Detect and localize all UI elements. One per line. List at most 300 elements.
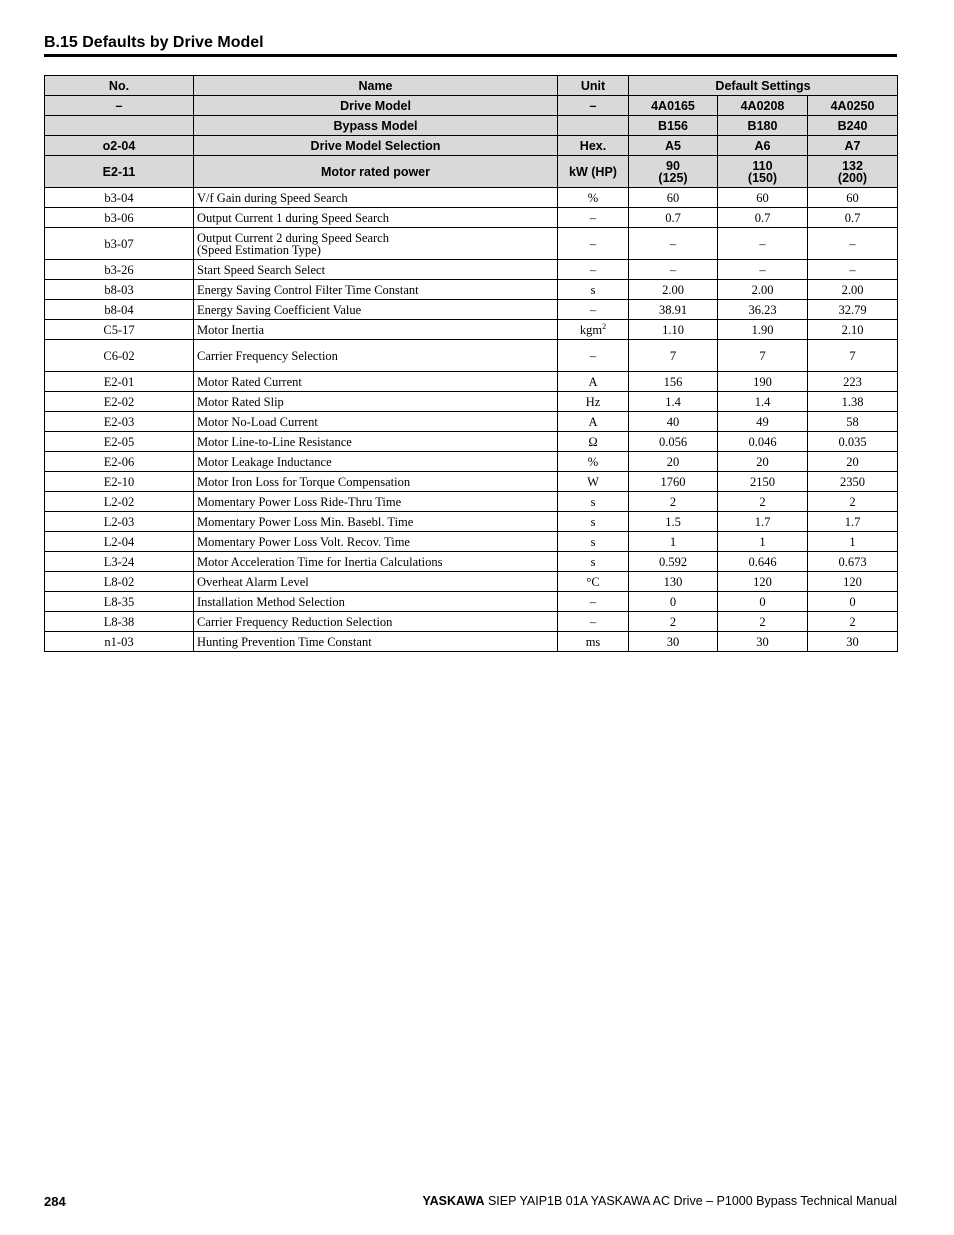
param-number-cell [45,632,194,652]
unit-cell [558,592,629,612]
param-name-cell [194,472,558,492]
unit-text: s [590,494,596,509]
param-number-text: L2-04 [103,534,135,549]
value-4A0250-text: 120 [843,574,862,589]
value-4A0250-cell [808,572,898,592]
value-4A0250-text: – [849,236,856,251]
value-4A0208-cell [718,592,808,612]
value-4A0208-text: 0.046 [748,434,777,449]
title-rule [44,54,897,57]
header-cell: E2-11 [45,156,194,188]
param-name-text: Overheat Alarm Level [197,574,309,589]
param-name-cell [194,592,558,612]
param-name-text: Energy Saving Control Filter Time Constant [197,282,419,297]
value-4A0165-text: 1.5 [665,514,681,529]
unit-cell [558,340,629,372]
table-row [45,432,898,452]
param-name-text: V/f Gain during Speed Search [197,190,348,205]
value-4A0165-text: 156 [663,374,683,389]
value-4A0250-text: 0.673 [838,554,867,569]
param-name-text: Motor Inertia [197,322,264,337]
page-number: 284 [44,1194,66,1209]
unit-text: % [587,454,599,469]
header-cell: Unit [558,76,629,96]
param-name-text: Carrier Frequency Reduction Selection [197,614,393,629]
param-number-text: b3-04 [104,190,134,205]
value-4A0165-cell [629,612,718,632]
param-number-text: L2-03 [103,514,135,529]
value-4A0165-cell [629,512,718,532]
unit-text: s [590,534,596,549]
value-4A0208-cell [718,612,808,632]
header-cell: No. [45,76,194,96]
value-4A0250-cell [808,452,898,472]
value-4A0208-text: 2.00 [751,282,774,297]
value-4A0208-text: 60 [756,190,769,205]
unit-text: °C [586,574,600,589]
table-row [45,592,898,612]
value-4A0165-cell [629,228,718,260]
header-row [45,156,898,188]
value-4A0250-text: 30 [846,634,859,649]
param-number-text: E2-06 [103,454,135,469]
header-cell: Drive Model Selection [194,136,558,156]
unit-text: W [587,474,599,489]
value-4A0208-cell [718,492,808,512]
unit-cell [558,532,629,552]
param-name-cell [194,280,558,300]
value-4A0165-cell [629,372,718,392]
value-4A0208-cell [718,452,808,472]
header-cell: A7 [808,136,898,156]
param-name-cell [194,228,558,260]
header-cell: o2-04 [45,136,194,156]
value-4A0250-cell [808,208,898,228]
value-4A0165-text: 60 [666,190,680,205]
param-name-cell [194,432,558,452]
unit-cell [558,452,629,472]
value-4A0165-cell [629,572,718,592]
header-cell: kW (HP) [558,156,629,188]
value-4A0208-cell [718,512,808,532]
param-name-text: Output Current 1 during Speed Search [197,210,389,225]
value-4A0250-cell [808,412,898,432]
value-4A0165-text: 2 [669,494,677,509]
param-number-text: b3-06 [104,210,134,225]
unit-cell [558,412,629,432]
value-4A0208-text: – [759,262,766,277]
value-4A0165-cell [629,432,718,452]
param-number-cell [45,472,194,492]
param-number-cell [45,320,194,340]
unit-cell [558,208,629,228]
value-4A0208-cell [718,552,808,572]
param-number-text: C6-02 [103,348,135,363]
header-cell: 132 (200) [808,156,898,188]
value-4A0165-cell [629,320,718,340]
unit-text: s [590,514,596,529]
value-4A0165-text: 30 [666,634,680,649]
value-4A0250-cell [808,300,898,320]
table-row [45,340,898,372]
param-name-cell [194,532,558,552]
value-4A0208-text: 2 [759,494,766,509]
header-cell: A6 [718,136,808,156]
param-name-cell [194,452,558,472]
param-number-text: L8-35 [103,594,135,609]
section-title: B.15 Defaults by Drive Model [44,34,264,51]
value-4A0208-text: 2 [759,614,766,629]
unit-cell [558,228,629,260]
value-4A0208-text: 20 [756,454,769,469]
value-4A0208-cell [718,188,808,208]
param-name-cell [194,512,558,532]
value-4A0208-text: 190 [753,374,772,389]
unit-cell [558,300,629,320]
param-number-cell [45,208,194,228]
value-4A0250-text: 1.7 [844,514,861,529]
unit-text: Hz [585,394,601,409]
value-4A0165-cell [629,340,718,372]
value-4A0165-cell [629,532,718,552]
value-4A0250-cell [808,228,898,260]
unit-cell [558,492,629,512]
header-cell: B180 [718,116,808,136]
unit-text: s [590,554,596,569]
value-4A0250-text: 0.7 [844,210,861,225]
unit-text: – [589,594,597,609]
value-4A0250-cell [808,260,898,280]
table-row [45,532,898,552]
value-4A0250-text: 223 [843,374,862,389]
value-4A0208-cell [718,432,808,452]
unit-text: A [588,374,598,389]
unit-cell [558,572,629,592]
param-number-text: C5-17 [103,322,135,337]
footer-doc-name: SIEP YAIP1B 01A YASKAWA AC Drive – P1000 Bypass Technical Manual [484,1194,897,1208]
param-name-text: Momentary Power Loss Ride-Thru Time [197,494,402,509]
param-name-cell [194,572,558,592]
param-number-cell [45,492,194,512]
value-4A0250-cell [808,472,898,492]
value-4A0165-cell [629,208,718,228]
value-4A0208-text: 120 [753,574,772,589]
unit-text: A [588,414,598,429]
param-number-cell [45,572,194,592]
table-row [45,632,898,652]
value-4A0250-text: 1.38 [841,394,864,409]
param-number-cell [45,452,194,472]
value-4A0165-text: – [669,262,677,277]
param-name-cell [194,372,558,392]
param-name-text: Motor Leakage Inductance [197,454,332,469]
value-4A0250-cell [808,340,898,372]
param-name-text: Start Speed Search Select [197,262,326,277]
param-number-cell [45,412,194,432]
value-4A0250-text: 60 [846,190,859,205]
value-4A0165-text: 1.10 [662,322,684,337]
param-number-text: b3-26 [104,262,134,277]
value-4A0165-text: 2 [669,614,677,629]
header-row [45,96,898,116]
value-4A0165-cell [629,492,718,512]
param-name-text: Motor Rated Current [197,374,302,389]
param-name-text: Carrier Frequency Selection [197,348,338,363]
value-4A0250-text: 7 [849,348,856,363]
value-4A0250-cell [808,632,898,652]
value-4A0165-cell [629,592,718,612]
param-number-text: E2-05 [103,434,135,449]
header-cell: 110 (150) [718,156,808,188]
header-cell: B240 [808,116,898,136]
param-name-text: Momentary Power Loss Min. Basebl. Time [197,514,414,529]
unit-text: – [589,302,597,317]
unit-text: – [589,348,597,363]
param-number-text: E2-03 [103,414,135,429]
param-number-text: E2-02 [103,394,135,409]
unit-text: – [589,262,597,277]
value-4A0250-cell [808,592,898,612]
param-name-text: Motor Acceleration Time for Inertia Calculations [197,554,443,569]
table-row [45,492,898,512]
value-4A0208-cell [718,572,808,592]
value-4A0165-text: – [669,236,677,251]
header-cell: 4A0165 [629,96,718,116]
param-name-text: Motor Line-to-Line Resistance [197,434,352,449]
param-name-cell [194,492,558,512]
table-row [45,372,898,392]
header-cell: Default Settings [629,76,898,96]
param-number-cell [45,228,194,260]
value-4A0250-cell [808,392,898,412]
table-row [45,320,898,340]
value-4A0250-text: 2.10 [841,322,864,337]
value-4A0208-text: 0.7 [754,210,771,225]
unit-text: – [589,210,597,225]
unit-text: – [589,614,597,629]
param-number-text: L3-24 [103,554,135,569]
value-4A0208-cell [718,320,808,340]
unit-text: Ω [588,434,598,449]
table-row [45,280,898,300]
defaults-table [44,75,898,652]
param-number-cell [45,612,194,632]
footer-brand: YASKAWA [422,1194,485,1208]
unit-cell [558,392,629,412]
param-number-text: L2-02 [103,494,135,509]
table-row [45,260,898,280]
value-4A0165-text: 20 [666,454,680,469]
footer-doc-title [422,1194,897,1208]
value-4A0250-text: 2 [849,614,856,629]
table-row [45,472,898,492]
value-4A0208-cell [718,412,808,432]
value-4A0250-text: 32.79 [838,302,867,317]
value-4A0165-cell [629,188,718,208]
table-row [45,208,898,228]
value-4A0165-cell [629,452,718,472]
value-4A0250-text: 2.00 [841,282,864,297]
unit-cell [558,280,629,300]
unit-text: % [587,190,599,205]
param-name-cell [194,300,558,320]
unit-cell [558,188,629,208]
value-4A0165-cell [629,552,718,572]
param-name-cell [194,552,558,572]
param-name-cell [194,320,558,340]
param-number-cell [45,392,194,412]
header-cell: 4A0250 [808,96,898,116]
param-name-text: Hunting Prevention Time Constant [197,634,372,649]
value-4A0250-cell [808,320,898,340]
unit-cell [558,632,629,652]
value-4A0208-text: 0 [759,594,766,609]
value-4A0208-text: 30 [756,634,769,649]
unit-cell [558,552,629,572]
param-number-cell [45,372,194,392]
value-4A0165-text: 0.7 [665,210,681,225]
value-4A0208-cell [718,208,808,228]
param-number-text: E2-01 [103,374,135,389]
header-row [45,136,898,156]
table-row [45,612,898,632]
value-4A0250-cell [808,432,898,452]
table-row [45,452,898,472]
value-4A0250-cell [808,552,898,572]
value-4A0208-text: 1.4 [754,394,771,409]
value-4A0208-text: 7 [759,348,766,363]
value-4A0250-cell [808,612,898,632]
value-4A0165-cell [629,280,718,300]
value-4A0208-cell [718,632,808,652]
param-name-cell [194,632,558,652]
value-4A0250-cell [808,280,898,300]
value-4A0250-text: 20 [846,454,859,469]
unit-text: – [589,236,597,251]
header-row [45,116,898,136]
value-4A0250-cell [808,512,898,532]
param-number-cell [45,260,194,280]
value-4A0208-text: 1.7 [754,514,771,529]
header-cell [558,116,629,136]
value-4A0250-cell [808,372,898,392]
value-4A0250-cell [808,532,898,552]
value-4A0208-text: 1.90 [751,322,774,337]
unit-cell [558,512,629,532]
value-4A0250-cell [808,188,898,208]
unit-cell [558,472,629,492]
table-row [45,300,898,320]
param-number-text: b8-04 [104,302,134,317]
param-number-text: E2-10 [103,474,135,489]
value-4A0208-cell [718,392,808,412]
table-row [45,392,898,412]
value-4A0208-cell [718,372,808,392]
table-row [45,572,898,592]
value-4A0165-text: 38.91 [658,302,688,317]
param-number-cell [45,188,194,208]
value-4A0250-text: 1 [849,534,856,549]
header-cell: 90 (125) [629,156,718,188]
param-name-text: Output Current 2 during Speed Search (Speed Estimation Type) [197,230,389,257]
param-name-cell [194,208,558,228]
param-number-cell [45,592,194,612]
unit-cell [558,372,629,392]
param-number-cell [45,532,194,552]
param-number-cell [45,300,194,320]
param-name-text: Motor Rated Slip [197,394,284,409]
value-4A0208-text: 1 [759,534,766,549]
param-number-text: b8-03 [104,282,134,297]
header-cell: – [558,96,629,116]
param-number-text: n1-03 [104,634,134,649]
value-4A0165-cell [629,300,718,320]
header-cell: Motor rated power [194,156,558,188]
value-4A0208-cell [718,472,808,492]
value-4A0165-text: 0.592 [658,554,688,569]
value-4A0208-text: 36.23 [748,302,777,317]
param-name-text: Installation Method Selection [197,594,345,609]
param-name-text: Energy Saving Coefficient Value [197,302,362,317]
value-4A0208-cell [718,340,808,372]
param-name-cell [194,612,558,632]
value-4A0250-text: 2350 [840,474,865,489]
value-4A0165-text: 0 [669,594,677,609]
value-4A0165-cell [629,472,718,492]
unit-text: ms [585,634,601,649]
table-row [45,512,898,532]
header-cell: B156 [629,116,718,136]
value-4A0165-text: 40 [666,414,680,429]
value-4A0208-text: – [759,236,766,251]
param-number-text: L8-38 [103,614,135,629]
value-4A0165-text: 0.056 [658,434,688,449]
unit-text: kgm [579,322,603,337]
unit-cell [558,260,629,280]
table-row [45,188,898,208]
header-cell: Drive Model [194,96,558,116]
value-4A0250-text: – [849,262,856,277]
value-4A0250-text: 0.035 [838,434,867,449]
param-number-cell [45,340,194,372]
value-4A0208-cell [718,280,808,300]
value-4A0165-cell [629,412,718,432]
param-number-cell [45,280,194,300]
header-cell: A5 [629,136,718,156]
value-4A0250-text: 2 [849,494,856,509]
value-4A0165-text: 7 [669,348,677,363]
value-4A0208-cell [718,532,808,552]
unit-cell [558,612,629,632]
table-row [45,412,898,432]
value-4A0165-text: 130 [663,574,683,589]
value-4A0165-text: 1.4 [665,394,681,409]
value-4A0208-cell [718,300,808,320]
header-row [45,76,898,96]
value-4A0208-cell [718,228,808,260]
param-name-text: Momentary Power Loss Volt. Recov. Time [197,534,410,549]
param-name-text: Motor Iron Loss for Torque Compensation [197,474,411,489]
header-cell: – [45,96,194,116]
param-name-cell [194,188,558,208]
header-cell: Name [194,76,558,96]
value-4A0208-cell [718,260,808,280]
table-row [45,228,898,260]
param-name-cell [194,392,558,412]
param-name-text: Motor No-Load Current [197,414,318,429]
param-number-text: b3-07 [104,236,134,251]
value-4A0208-text: 0.646 [748,554,777,569]
